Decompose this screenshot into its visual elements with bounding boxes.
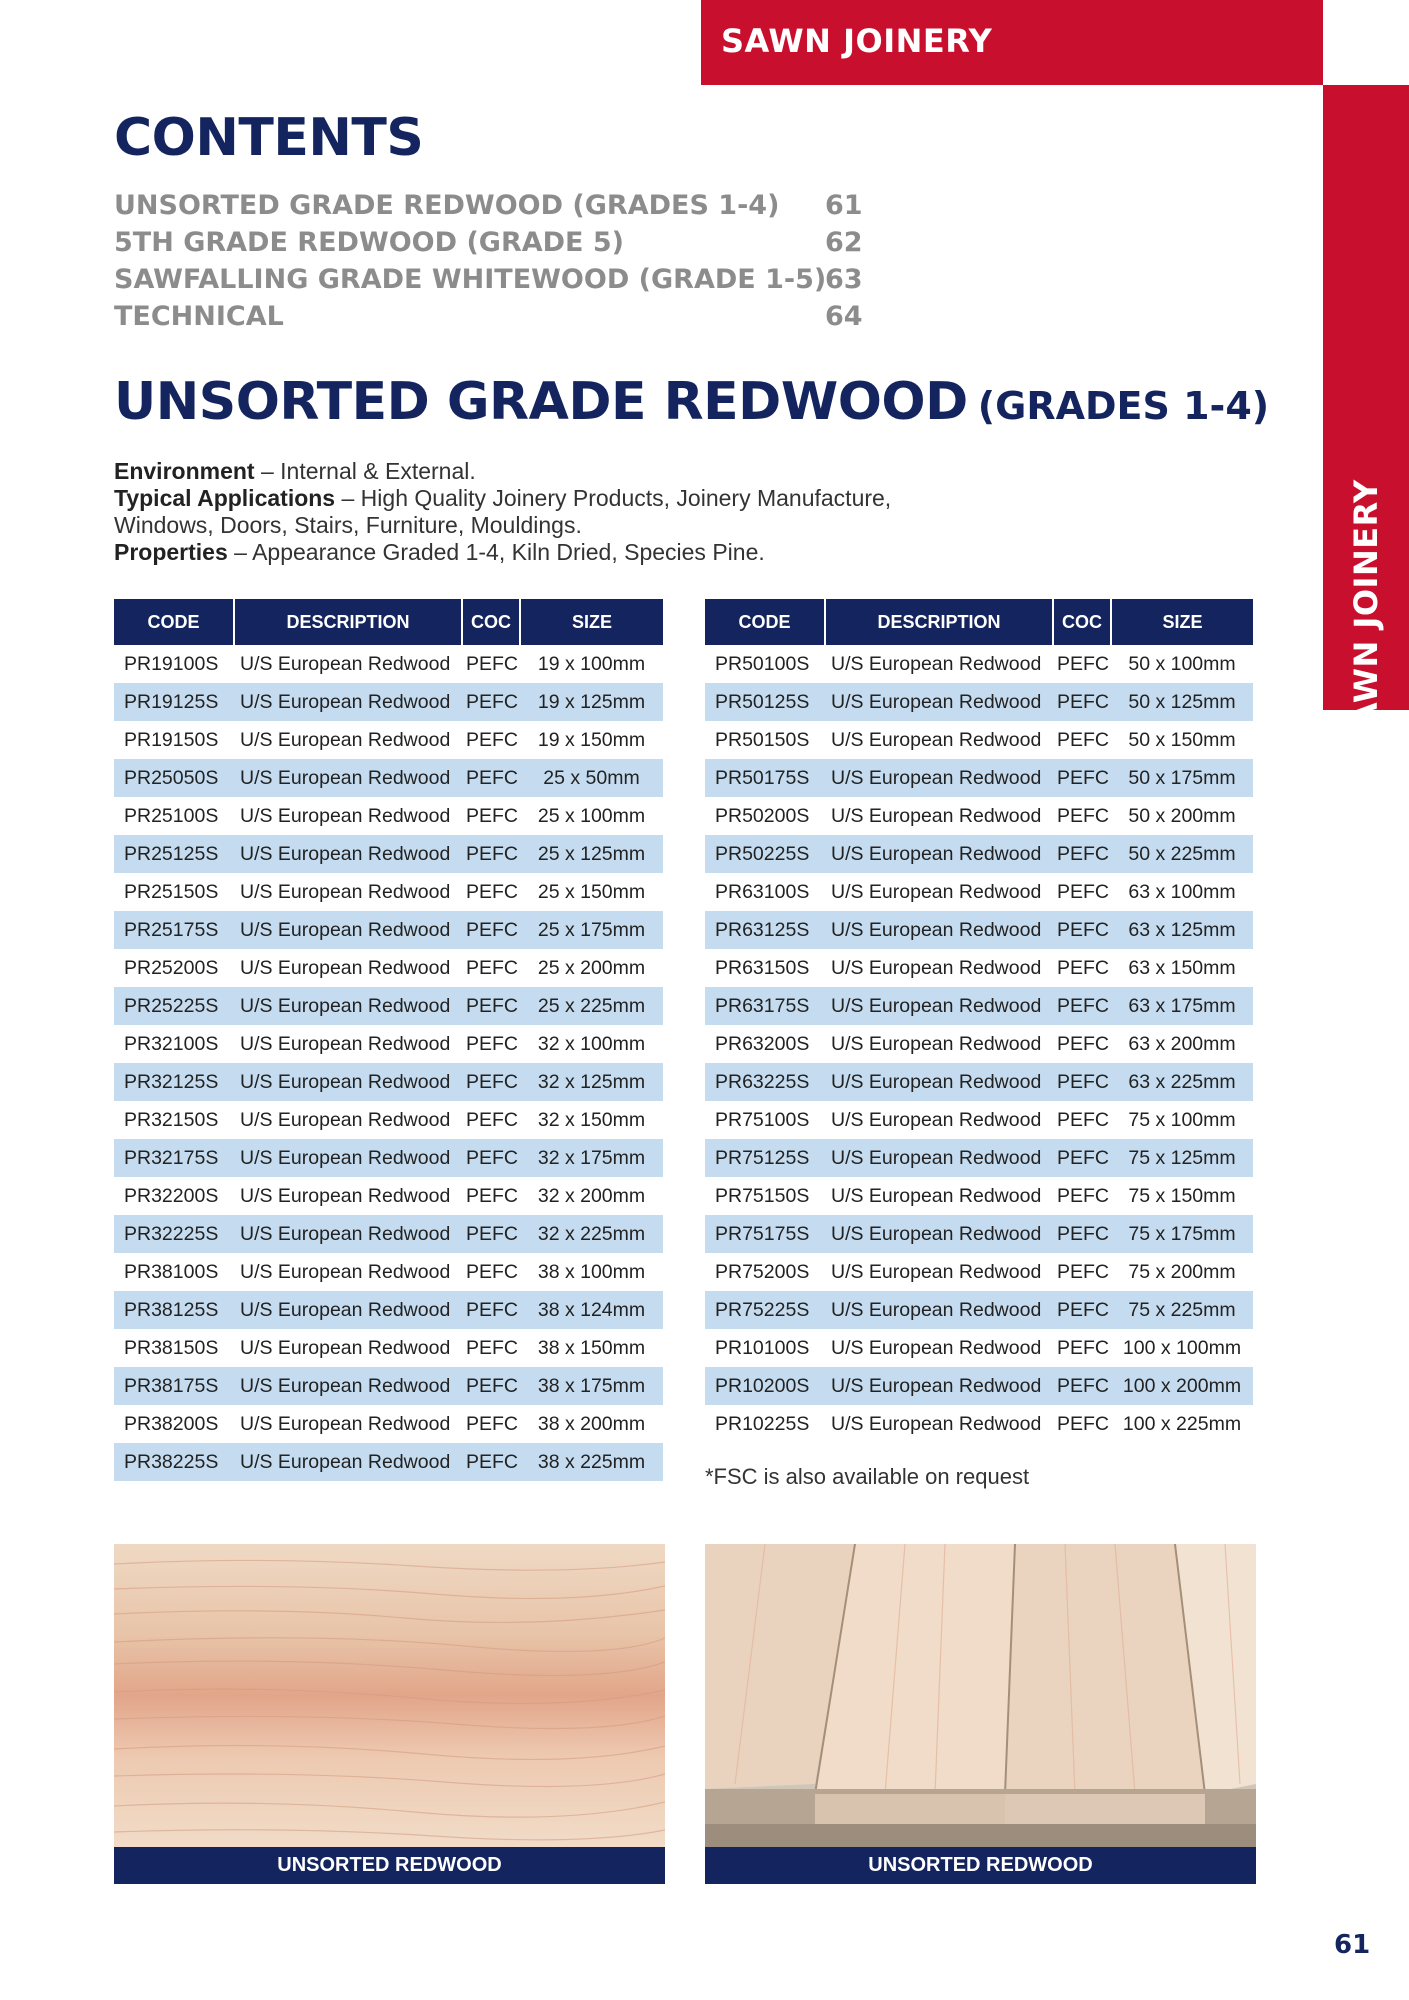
- cell-coc: PEFC: [1057, 956, 1110, 979]
- toc-item[interactable]: [114, 301, 864, 338]
- cell-size: 63 x 200mm: [1128, 1032, 1236, 1055]
- cell-size: 63 x 125mm: [1111, 911, 1253, 949]
- table-row: [705, 1329, 1253, 1367]
- cell-coc: PEFC: [1057, 1108, 1110, 1131]
- cell-size: 32 x 125mm: [520, 1063, 663, 1101]
- cell-code: PR25050S: [114, 759, 234, 797]
- cell-size: 50 x 125mm: [1111, 683, 1253, 721]
- cell-coc: PEFC: [462, 1291, 520, 1329]
- cell-description: U/S European Redwood: [234, 1367, 462, 1405]
- cell-coc: PEFC: [1057, 1032, 1110, 1055]
- cell-code: PR50175S: [705, 759, 825, 797]
- table-row: [114, 1329, 663, 1367]
- cell-coc: PEFC: [1057, 1260, 1110, 1283]
- redwood-planks-photo: [705, 1544, 1256, 1884]
- table-row: [114, 1101, 663, 1139]
- properties-text: – Appearance Graded 1-4, Kiln Dried, Species Pine.: [227, 539, 765, 565]
- cell-size: 38 x 175mm: [520, 1367, 663, 1405]
- cell-code: PR25125S: [114, 835, 234, 873]
- cell-coc: PEFC: [1057, 880, 1110, 903]
- cell-code: PR50150S: [715, 728, 810, 751]
- cell-description: U/S European Redwood: [825, 1291, 1053, 1329]
- cell-code: PR38225S: [114, 1443, 234, 1481]
- table-header-row: [705, 599, 1253, 645]
- cell-description: U/S European Redwood: [234, 835, 462, 873]
- cell-description: U/S European Redwood: [240, 1108, 451, 1131]
- cell-code: PR75100S: [715, 1108, 810, 1131]
- cell-description: U/S European Redwood: [234, 1443, 462, 1481]
- cell-coc: PEFC: [462, 759, 520, 797]
- cell-coc: PEFC: [466, 652, 519, 675]
- side-tab-label: SAWN JOINERY: [1347, 479, 1385, 751]
- redwood-grain-photo: [114, 1544, 665, 1884]
- cell-coc: PEFC: [462, 835, 520, 873]
- column-header-description: DESCRIPTION: [234, 599, 462, 645]
- cell-code: PR50125S: [705, 683, 825, 721]
- cell-size: 38 x 225mm: [520, 1443, 663, 1481]
- cell-description: U/S European Redwood: [831, 1108, 1042, 1131]
- cell-code: PR38150S: [124, 1336, 219, 1359]
- table-row: [114, 873, 663, 911]
- toc-item[interactable]: [114, 227, 864, 264]
- column-header-size: SIZE: [520, 599, 663, 645]
- cell-code: PR63175S: [705, 987, 825, 1025]
- cell-size: 50 x 175mm: [1111, 759, 1253, 797]
- cell-description: U/S European Redwood: [825, 1367, 1053, 1405]
- table-row: [114, 1291, 663, 1329]
- cell-coc: PEFC: [462, 683, 520, 721]
- table-row: [705, 1177, 1253, 1215]
- cell-coc: PEFC: [1057, 652, 1110, 675]
- cell-size: 32 x 225mm: [520, 1215, 663, 1253]
- cell-code: PR63125S: [705, 911, 825, 949]
- cell-coc: PEFC: [462, 987, 520, 1025]
- cell-size: 63 x 225mm: [1111, 1063, 1253, 1101]
- table-row: [114, 911, 663, 949]
- cell-coc: PEFC: [1057, 1412, 1110, 1435]
- cell-description: U/S European Redwood: [825, 1139, 1053, 1177]
- cell-size: 100 x 225mm: [1122, 1412, 1242, 1435]
- cell-code: PR25100S: [124, 804, 219, 827]
- cell-coc: PEFC: [462, 1215, 520, 1253]
- fsc-footnote: *FSC is also available on request: [705, 1464, 1030, 1489]
- cell-description: U/S European Redwood: [240, 1260, 451, 1283]
- cell-size: 32 x 175mm: [520, 1139, 663, 1177]
- toc-item-label: SAWFALLING GRADE WHITEWOOD (GRADE 1-5): [114, 264, 827, 295]
- table-row: [705, 1139, 1253, 1177]
- cell-size: 75 x 100mm: [1128, 1108, 1236, 1131]
- wood-grain-image: [114, 1544, 665, 1847]
- cell-code: PR32100S: [124, 1032, 219, 1055]
- table-row: [705, 797, 1253, 835]
- cell-coc: PEFC: [466, 1184, 519, 1207]
- cell-code: PR32150S: [124, 1108, 219, 1131]
- table-row: [705, 645, 1253, 683]
- column-header-coc: COC: [462, 599, 520, 645]
- cell-size: 32 x 100mm: [537, 1032, 646, 1055]
- cell-description: U/S European Redwood: [240, 1412, 451, 1435]
- cell-code: PR75225S: [705, 1291, 825, 1329]
- cell-size: 50 x 150mm: [1128, 728, 1236, 751]
- cell-code: PR63150S: [715, 956, 810, 979]
- cell-coc: PEFC: [462, 1367, 520, 1405]
- cell-size: 75 x 150mm: [1128, 1184, 1236, 1207]
- cell-size: 25 x 125mm: [520, 835, 663, 873]
- cell-description: U/S European Redwood: [240, 1184, 451, 1207]
- cell-size: 32 x 200mm: [537, 1184, 646, 1207]
- table-row: [705, 835, 1253, 873]
- cell-coc: PEFC: [1053, 1215, 1111, 1253]
- table-row: [705, 911, 1253, 949]
- cell-description: U/S European Redwood: [825, 1063, 1053, 1101]
- cell-description: U/S European Redwood: [240, 880, 451, 903]
- cell-coc: PEFC: [1053, 987, 1111, 1025]
- table-row: [114, 759, 663, 797]
- cell-description: U/S European Redwood: [240, 804, 451, 827]
- cell-description: U/S European Redwood: [240, 652, 451, 675]
- cell-description: U/S European Redwood: [234, 1139, 462, 1177]
- cell-code: PR50225S: [705, 835, 825, 873]
- cell-code: PR50100S: [715, 652, 810, 675]
- cell-description: U/S European Redwood: [234, 987, 462, 1025]
- cell-size: 75 x 200mm: [1128, 1260, 1236, 1283]
- table-row: [114, 1443, 663, 1481]
- toc-item-label: TECHNICAL: [114, 301, 284, 332]
- table-row: [114, 1215, 663, 1253]
- cell-code: PR50200S: [715, 804, 810, 827]
- cell-coc: PEFC: [466, 1260, 519, 1283]
- cell-coc: PEFC: [1053, 835, 1111, 873]
- table-row: [705, 1215, 1253, 1253]
- cell-code: PR19150S: [124, 728, 219, 751]
- cell-description: U/S European Redwood: [234, 683, 462, 721]
- cell-coc: PEFC: [1053, 759, 1111, 797]
- photo-caption: UNSORTED REDWOOD: [705, 1847, 1256, 1884]
- toc-item[interactable]: [114, 264, 864, 301]
- cell-code: PR32175S: [114, 1139, 234, 1177]
- cell-description: U/S European Redwood: [825, 683, 1053, 721]
- product-table-left: [114, 599, 663, 1481]
- cell-description: U/S European Redwood: [825, 911, 1053, 949]
- cell-code: PR10200S: [705, 1367, 825, 1405]
- cell-description: U/S European Redwood: [240, 956, 451, 979]
- cell-coc: PEFC: [462, 1139, 520, 1177]
- cell-description: U/S European Redwood: [831, 1336, 1042, 1359]
- cell-size: 38 x 100mm: [537, 1260, 646, 1283]
- cell-size: 25 x 200mm: [537, 956, 646, 979]
- contents-title: CONTENTS: [114, 108, 424, 168]
- toc-item-label: 5TH GRADE REDWOOD (GRADE 5): [114, 227, 625, 258]
- applications-text: – High Quality Joinery Products, Joinery Manufacture, Windows, Doors, Stairs, Furniture, Mouldings.: [114, 485, 892, 538]
- cell-coc: PEFC: [466, 728, 519, 751]
- cell-description: U/S European Redwood: [240, 728, 451, 751]
- cell-size: 63 x 150mm: [1128, 956, 1236, 979]
- table-row: [114, 835, 663, 873]
- table-row: [705, 873, 1253, 911]
- table-row: [114, 683, 663, 721]
- column-header-coc: COC: [1053, 599, 1111, 645]
- wood-planks-image: [705, 1544, 1256, 1847]
- cell-coc: PEFC: [1053, 1063, 1111, 1101]
- cell-code: PR25175S: [114, 911, 234, 949]
- table-row: [114, 721, 663, 759]
- cell-description: U/S European Redwood: [825, 759, 1053, 797]
- cell-code: PR38200S: [124, 1412, 219, 1435]
- cell-code: PR63100S: [715, 880, 810, 903]
- column-header-size: SIZE: [1111, 599, 1253, 645]
- table-row: [705, 1025, 1253, 1063]
- cell-description: U/S European Redwood: [831, 1260, 1042, 1283]
- cell-code: PR63200S: [715, 1032, 810, 1055]
- cell-size: 75 x 175mm: [1111, 1215, 1253, 1253]
- cell-coc: PEFC: [1057, 804, 1110, 827]
- cell-size: 100 x 200mm: [1111, 1367, 1253, 1405]
- cell-code: PR38125S: [114, 1291, 234, 1329]
- cell-code: PR75200S: [715, 1260, 810, 1283]
- toc-item-page: 63: [825, 264, 863, 295]
- product-info: [114, 458, 954, 566]
- cell-description: U/S European Redwood: [234, 1215, 462, 1253]
- toc-item-page: 64: [825, 301, 863, 332]
- cell-coc: PEFC: [1057, 1184, 1110, 1207]
- cell-code: PR32200S: [124, 1184, 219, 1207]
- cell-coc: PEFC: [466, 956, 519, 979]
- cell-coc: PEFC: [1057, 728, 1110, 751]
- cell-coc: PEFC: [462, 1063, 520, 1101]
- photo-caption: UNSORTED REDWOOD: [114, 1847, 665, 1884]
- cell-size: 63 x 175mm: [1111, 987, 1253, 1025]
- cell-coc: PEFC: [1053, 683, 1111, 721]
- cell-size: 25 x 175mm: [520, 911, 663, 949]
- applications-label: Typical Applications: [114, 485, 336, 511]
- table-row: [114, 949, 663, 987]
- cell-code: PR32125S: [114, 1063, 234, 1101]
- table-row: [114, 645, 663, 683]
- cell-coc: PEFC: [466, 1032, 519, 1055]
- cell-code: PR19100S: [124, 652, 219, 675]
- table-row: [114, 1253, 663, 1291]
- cell-coc: PEFC: [1053, 1139, 1111, 1177]
- cell-description: U/S European Redwood: [831, 880, 1042, 903]
- applications-line: [114, 485, 954, 539]
- cell-coc: PEFC: [466, 880, 519, 903]
- cell-code: PR75125S: [705, 1139, 825, 1177]
- table-row: [114, 1405, 663, 1443]
- cell-coc: PEFC: [1057, 1336, 1110, 1359]
- cell-code: PR63225S: [705, 1063, 825, 1101]
- cell-size: 75 x 125mm: [1111, 1139, 1253, 1177]
- table-of-contents: [114, 190, 864, 338]
- cell-size: 50 x 225mm: [1111, 835, 1253, 873]
- cell-size: 19 x 150mm: [537, 728, 646, 751]
- cell-coc: PEFC: [1053, 1291, 1111, 1329]
- cell-code: PR10225S: [715, 1412, 810, 1435]
- cell-coc: PEFC: [466, 804, 519, 827]
- cell-description: U/S European Redwood: [831, 1412, 1042, 1435]
- cell-description: U/S European Redwood: [234, 759, 462, 797]
- cell-code: PR25200S: [124, 956, 219, 979]
- table-row: [705, 1063, 1253, 1101]
- cell-size: 25 x 100mm: [537, 804, 646, 827]
- cell-code: PR32225S: [114, 1215, 234, 1253]
- cell-code: PR75150S: [715, 1184, 810, 1207]
- toc-item-page: 62: [825, 227, 863, 258]
- cell-code: PR19125S: [114, 683, 234, 721]
- section-title: [114, 372, 1269, 432]
- cell-description: U/S European Redwood: [831, 652, 1042, 675]
- table-row: [705, 683, 1253, 721]
- cell-description: U/S European Redwood: [825, 987, 1053, 1025]
- cell-coc: PEFC: [466, 1108, 519, 1131]
- cell-size: 100 x 100mm: [1122, 1336, 1242, 1359]
- cell-code: PR38175S: [114, 1367, 234, 1405]
- cell-coc: PEFC: [1053, 1367, 1111, 1405]
- cell-description: U/S European Redwood: [831, 1032, 1042, 1055]
- cell-size: 25 x 50mm: [520, 759, 663, 797]
- cell-coc: PEFC: [466, 1336, 519, 1359]
- cell-size: 25 x 150mm: [537, 880, 646, 903]
- cell-description: U/S European Redwood: [234, 1291, 462, 1329]
- cell-description: U/S European Redwood: [825, 835, 1053, 873]
- table-row: [114, 1063, 663, 1101]
- cell-size: 32 x 150mm: [537, 1108, 646, 1131]
- toc-item-page: 61: [825, 190, 863, 221]
- cell-description: U/S European Redwood: [234, 1063, 462, 1101]
- cell-description: U/S European Redwood: [831, 1184, 1042, 1207]
- cell-code: PR75175S: [705, 1215, 825, 1253]
- table-row: [114, 1177, 663, 1215]
- properties-label: Properties: [114, 539, 228, 565]
- cell-coc: PEFC: [1053, 911, 1111, 949]
- cell-size: 38 x 200mm: [537, 1412, 646, 1435]
- cell-code: PR38100S: [124, 1260, 219, 1283]
- cell-code: PR25225S: [114, 987, 234, 1025]
- side-tab: [1323, 85, 1409, 751]
- cell-coc: PEFC: [466, 1412, 519, 1435]
- column-header-code: CODE: [705, 599, 825, 645]
- table-header-row: [114, 599, 663, 645]
- cell-size: 38 x 150mm: [537, 1336, 646, 1359]
- cell-description: U/S European Redwood: [240, 1336, 451, 1359]
- environment-text: – Internal & External.: [254, 458, 476, 484]
- cell-code: PR10100S: [715, 1336, 810, 1359]
- product-table-right: [705, 599, 1253, 1443]
- table-row: [114, 1139, 663, 1177]
- banner-title: SAWN JOINERY: [721, 22, 993, 60]
- cell-size: 75 x 225mm: [1111, 1291, 1253, 1329]
- page-number: 61: [1334, 1930, 1371, 1960]
- toc-item-label: UNSORTED GRADE REDWOOD (GRADES 1-4): [114, 190, 780, 221]
- environment-label: Environment: [114, 458, 255, 484]
- table-row: [705, 1291, 1253, 1329]
- table-row: [705, 987, 1253, 1025]
- toc-item[interactable]: [114, 190, 864, 227]
- cell-size: 50 x 200mm: [1128, 804, 1236, 827]
- properties-line: [114, 539, 954, 566]
- table-row: [114, 1025, 663, 1063]
- cell-size: 19 x 125mm: [520, 683, 663, 721]
- column-header-description: DESCRIPTION: [825, 599, 1053, 645]
- table-row: [705, 1101, 1253, 1139]
- cell-coc: PEFC: [462, 911, 520, 949]
- cell-size: 38 x 124mm: [520, 1291, 663, 1329]
- table-row: [705, 721, 1253, 759]
- cell-size: 50 x 100mm: [1128, 652, 1236, 675]
- column-header-code: CODE: [114, 599, 234, 645]
- table-row: [705, 759, 1253, 797]
- section-title-main: UNSORTED GRADE REDWOOD: [114, 372, 968, 432]
- cell-size: 63 x 100mm: [1128, 880, 1236, 903]
- cell-coc: PEFC: [462, 1443, 520, 1481]
- table-row: [705, 1367, 1253, 1405]
- table-row: [705, 1253, 1253, 1291]
- top-banner: [701, 0, 1323, 85]
- cell-description: U/S European Redwood: [234, 911, 462, 949]
- table-row: [114, 797, 663, 835]
- table-row: [705, 949, 1253, 987]
- cell-code: PR25150S: [124, 880, 219, 903]
- cell-size: 19 x 100mm: [537, 652, 646, 675]
- section-title-grades: (GRADES 1-4): [977, 384, 1270, 428]
- table-row: [114, 1367, 663, 1405]
- cell-size: 25 x 225mm: [520, 987, 663, 1025]
- environment-line: [114, 458, 954, 485]
- cell-description: U/S European Redwood: [831, 956, 1042, 979]
- cell-description: U/S European Redwood: [831, 728, 1042, 751]
- cell-description: U/S European Redwood: [831, 804, 1042, 827]
- table-row: [114, 987, 663, 1025]
- table-row: [705, 1405, 1253, 1443]
- cell-description: U/S European Redwood: [825, 1215, 1053, 1253]
- cell-description: U/S European Redwood: [240, 1032, 451, 1055]
